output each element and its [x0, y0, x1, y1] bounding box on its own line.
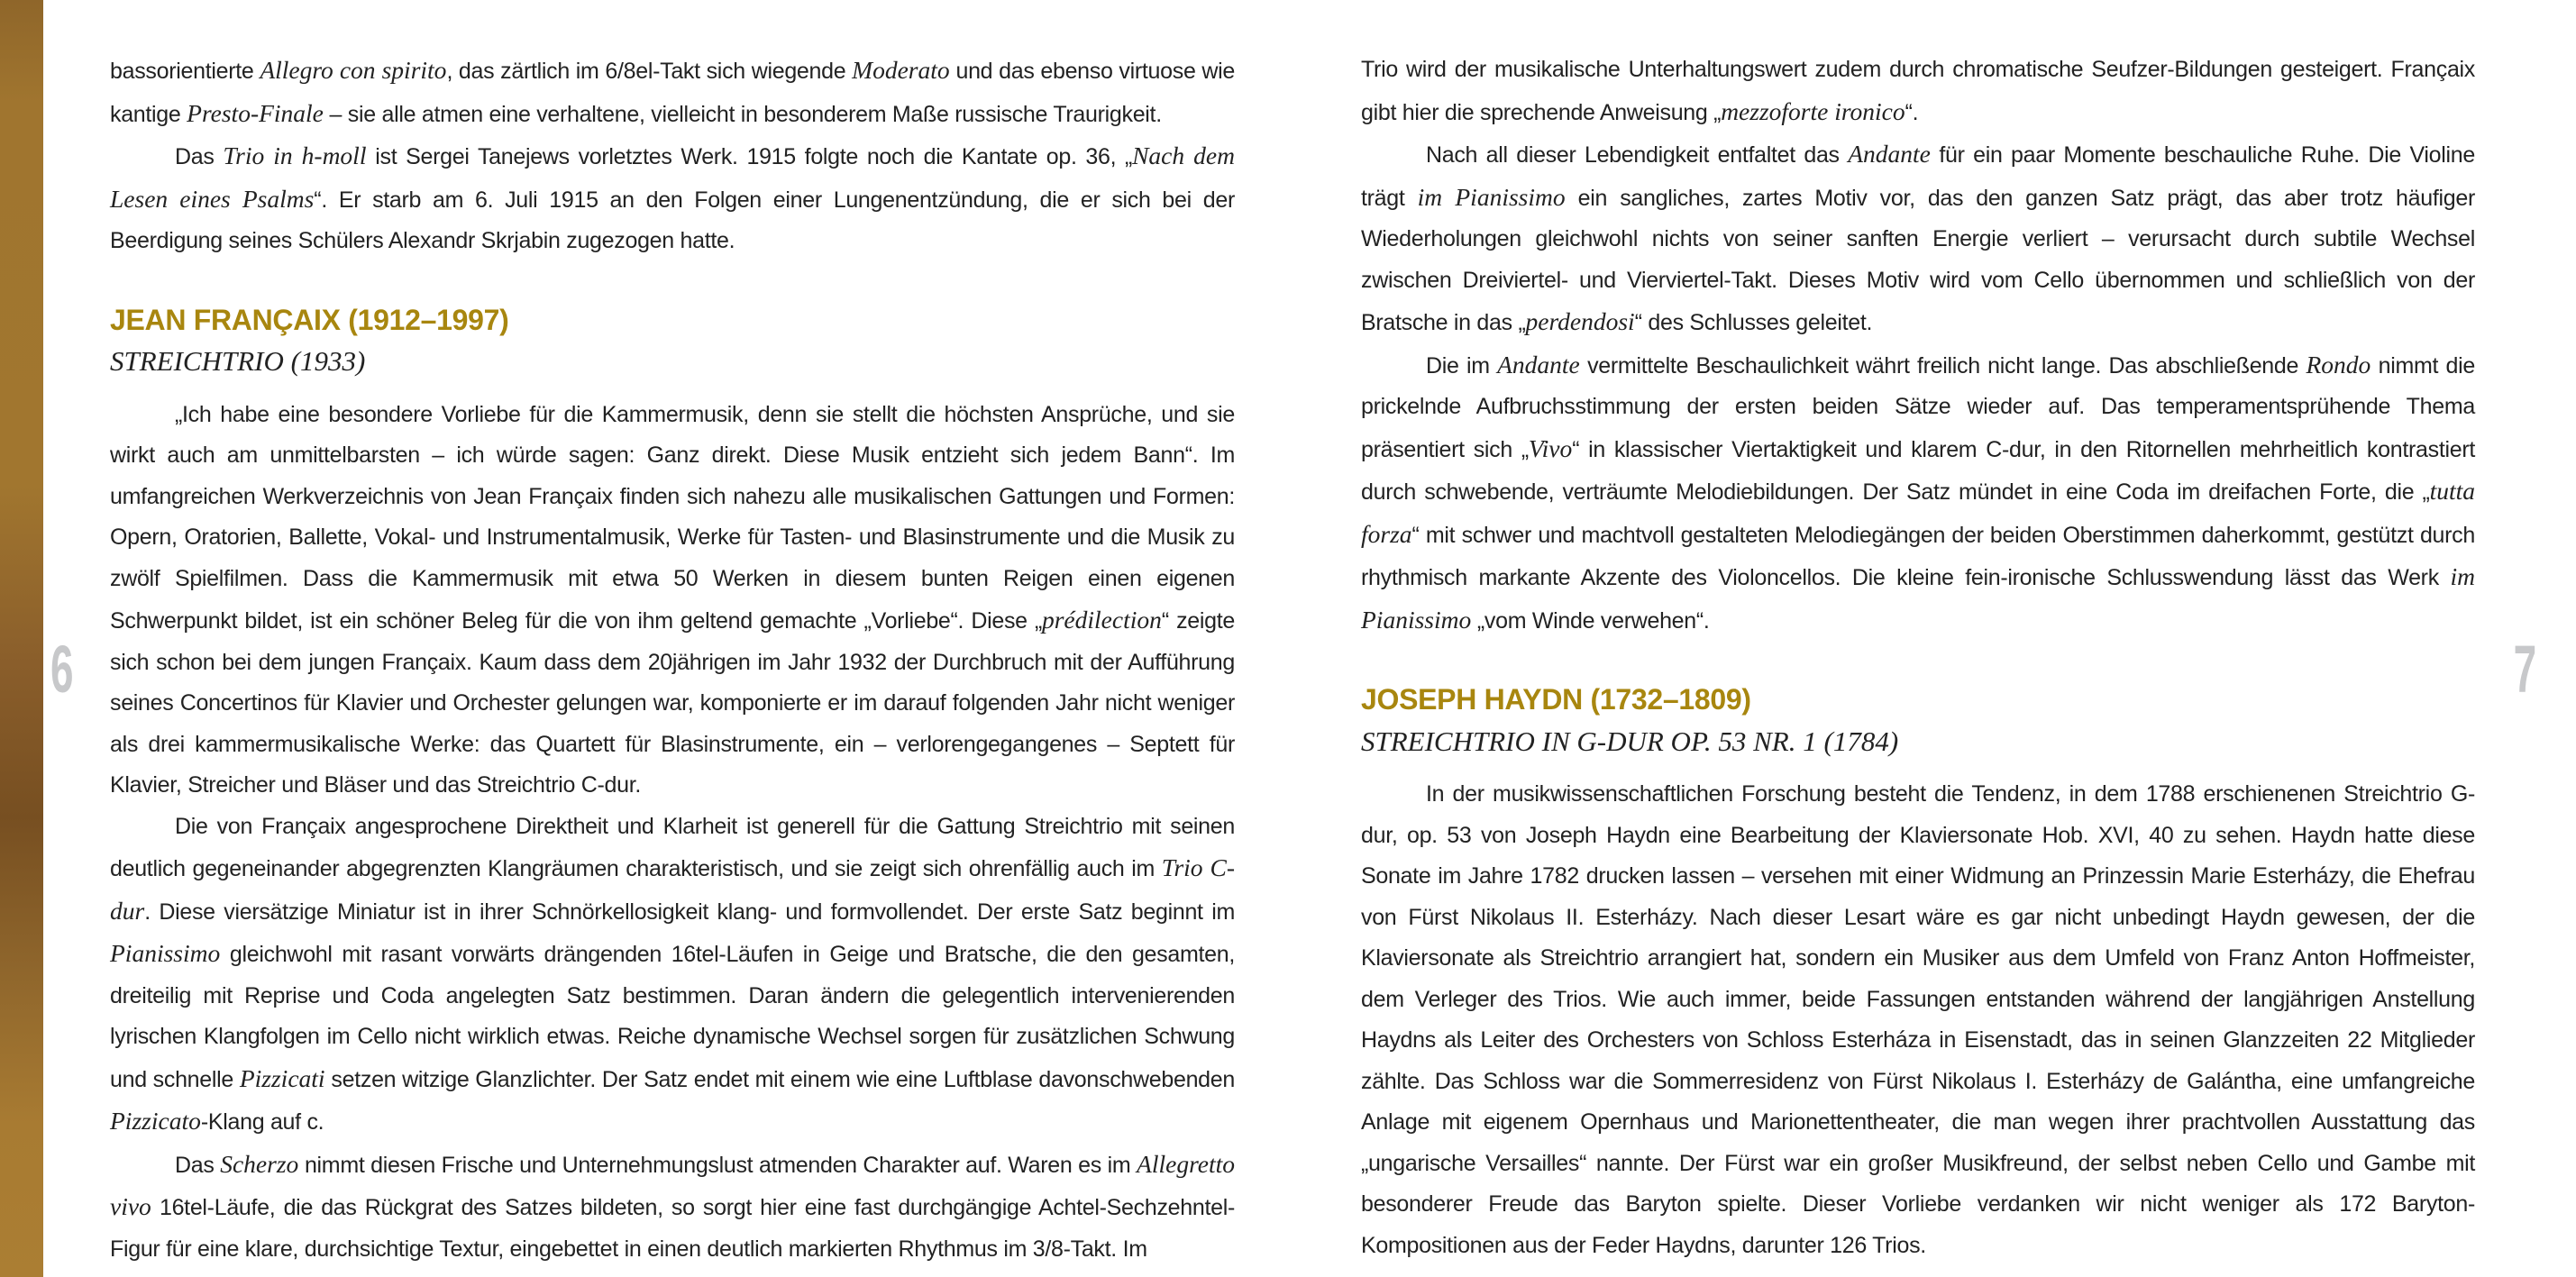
text-segment: “. Er starb am 6. Juli 1915 an den Folgen einer Lungenentzündung, die er sich bei der Beerdigung seines Schülers Alexandr Skrjabin zugezogen hatte.: [110, 187, 1235, 253]
text-segment: – sie alle atmen eine verhaltene, vielleicht in besonderem Maße russische Traurigkeit.: [323, 101, 1162, 127]
body-paragraph: [110, 135, 1235, 262]
text-segment: nimmt die prickelnde Aufbruchsstimmung der ersten beiden Sätze wieder auf. Das temperamentsprühende Thema präsentiert sich „: [1361, 352, 2475, 462]
italic-text-segment: Pizzicato: [110, 1107, 201, 1135]
italic-text-segment: Andante: [1497, 350, 1580, 379]
italic-text-segment: Presto-Finale: [187, 98, 324, 127]
italic-text-segment: Nach dem Lesen eines Psalms: [110, 141, 1235, 213]
italic-text-segment: Moderato: [852, 56, 950, 84]
body-paragraph: [1361, 344, 2475, 643]
work-subheading: STREICHTRIO IN G-DUR OP. 53 NR. 1 (1784): [1361, 725, 1899, 757]
text-segment: Das: [175, 144, 224, 169]
italic-text-segment: Allegretto vivo: [110, 1149, 1235, 1220]
text-segment: “.: [1905, 99, 1919, 125]
body-paragraph: [1361, 133, 2475, 344]
composer-heading: JEAN FRANÇAIX (1912–1997): [110, 303, 509, 336]
italic-text-segment: Trio C-dur: [110, 853, 1235, 925]
work-subheading: STREICHTRIO (1933): [110, 345, 366, 377]
italic-text-segment: im Pianissimo: [1361, 562, 2475, 634]
text-segment: “ mit schwer und machtvoll gestalteten Melodiegängen der beiden Oberstimmen daherkommt, gestützt durch rhythmisch markante Akzente des Violoncellos. Die kleine fein-ironische Schlusswendung lässt das Werk: [1361, 522, 2475, 590]
body-paragraph: [110, 1144, 1235, 1271]
body-paragraph: [110, 395, 1235, 807]
text-segment: und das ebenso virtuose wie kantige: [110, 59, 1235, 127]
body-paragraph: [110, 807, 1235, 1144]
italic-text-segment: prédilection: [1041, 606, 1162, 634]
text-segment: -Klang auf c.: [200, 1109, 324, 1135]
text-segment: Das: [175, 1152, 221, 1178]
text-segment: ein sangliches, zartes Motiv vor, das den ganzen Satz prägt, das aber trotz häufiger Wiederholungen gleichwohl nichts von seiner sanften Energie verliert – verursacht durch subtile Wechsel zwischen Dreiviertel- und Vierviertel-Takt. Dieses Motiv wird vom Cello übernommen und schließlich von der Bratsche in das „: [1361, 185, 2476, 335]
text-segment: , das zärtlich im 6/8el-Takt sich wiegende: [446, 59, 853, 84]
body-paragraph: [110, 50, 1235, 135]
italic-text-segment: Pizzicati: [239, 1063, 325, 1092]
text-segment: „Ich habe eine besondere Vorliebe für die Kammermusik, denn sie stellt die höchsten Ansprüche, und sie wirkt auch am unmittelbarsten – ich würde sagen: Ganz direkt. Diese Musik entzieht sich jedem Bann“. Im umfangreichen Werkverzeichnis von Jean Françaix finden sich nahezu alle musikalischen Gattungen und Formen: Opern, Oratorien, Ballette, Vokal- und Instrumentalmusik, Werke für Tasten- und Blasinstrumente und die Musik zu zwölf Spielfilmen. Dass die Kammermusik mit etwa 50 Werken in diesem bunten Reigen einen eigenen Schwerpunkt bildet, ist ein schöner Beleg für die von ihm geltend gemachte „Vorliebe“. Diese „: [110, 401, 1235, 634]
italic-text-segment: im Pianissimo: [1417, 182, 1566, 211]
text-segment: Die im: [1426, 352, 1498, 379]
italic-text-segment: Trio in h-moll: [223, 141, 367, 169]
page-7-text-column: [1361, 50, 2475, 1266]
italic-text-segment: Vivo: [1528, 433, 1573, 462]
text-segment: . Diese viersätzige Miniatur ist in ihrer Schnörkellosigkeit klang- und formvollendet. Der erste Satz beginnt im: [144, 898, 1235, 925]
text-segment: gleichwohl mit rasant vorwärts drängenden 16tel-Läufen in Geige und Bratsche, die den gesamten, dreiteilig mit Reprise und Coda angelegten Satz bestimmen. Daran ändern die gelegentlich intervenierenden lyrischen Klangfolgen im Cello nicht wirklich etwas. Reiche dynamische Wechsel sorgen für zusätzlichen Schwung und schnelle: [110, 942, 1235, 1092]
text-segment: Die von Françaix angesprochene Direktheit und Klarheit ist generell für die Gattung Streichtrio mit seinen deutlich gegeneinander abgegrenzten Klangräumen charakteristisch, und sie zeigt sich ohrenfällig auch im: [110, 813, 1235, 881]
italic-text-segment: perdendosi: [1525, 307, 1635, 335]
text-segment: Nach all dieser Lebendigkeit entfaltet das: [1426, 142, 1849, 168]
page-6-text-column: [110, 50, 1235, 1270]
italic-text-segment: Allegro con spirito: [260, 56, 447, 84]
text-segment: “ in klassischer Viertaktigkeit und klarem C-dur, in den Ritornellen mehrheitlich kontrastiert durch schwebende, verträumte Melodiebildungen. Der Satz mündet in eine Coda im dreifachen Forte, die „: [1361, 436, 2475, 505]
text-segment: setzen witzige Glanzlichter. Der Satz endet mit einem wie eine Luftblase davonschwebenden: [324, 1066, 1235, 1092]
page-number-right: 7: [2513, 632, 2536, 707]
italic-text-segment: Andante: [1848, 140, 1931, 168]
italic-text-segment: tutta forza: [1361, 477, 2475, 548]
italic-text-segment: mezzoforte ironico: [1721, 96, 1905, 125]
body-paragraph: [1361, 774, 2475, 1266]
italic-text-segment: Pianissimo: [110, 939, 221, 967]
italic-text-segment: Scherzo: [220, 1149, 299, 1178]
spine-gradient-strip: [0, 0, 43, 1277]
text-segment: ist Sergei Tanejews vorletztes Werk. 1915 folgte noch die Kantate op. 36, „: [366, 144, 1133, 169]
text-segment: vermittelte Beschaulichkeit währt freilich nicht lange. Das abschließende: [1579, 352, 2307, 379]
text-segment: bassorientierte: [110, 59, 260, 84]
text-segment: nimmt diesen Frische und Unternehmungslust atmenden Charakter auf. Waren es im: [298, 1152, 1137, 1178]
text-segment: „vom Winde verwehen“.: [1471, 607, 1710, 634]
composer-heading: JOSEPH HAYDN (1732–1809): [1361, 683, 1751, 716]
text-segment: “ des Schlusses geleitet.: [1634, 310, 1873, 335]
page-number-left: 6: [50, 632, 74, 707]
text-segment: 16tel-Läufe, die das Rückgrat des Satzes bildeten, so sorgt hier eine fast durchgängige Achtel-Sechzehntel-Figur für eine klare, durchsichtige Textur, eingebettet in einen deutlich markierten Rhythmus im 3/8-Takt. Im: [110, 1195, 1235, 1262]
text-segment: “ zeigte sich schon bei dem jungen Françaix. Kaum dass dem 20jährigen im Jahr 1932 der Durchbruch mit der Aufführung seines Concertinos für Klavier und Orchester gelungen war, komponierte er im darauf folgenden Jahr nicht weniger als drei kammermusikalische Werke: das Quartett für Blasinstrumente, ein – verlorengegangenes – Septett für Klavier, Streicher und Bläser und das Streichtrio C-dur.: [110, 608, 1235, 798]
italic-text-segment: Rondo: [2306, 350, 2371, 379]
body-paragraph: [1361, 50, 2475, 133]
text-segment: In der musikwissenschaftlichen Forschung besteht die Tendenz, in dem 1788 erschienenen Streichtrio G-dur, op. 53 von Joseph Haydn eine Bearbeitung der Klaviersonate Hob. XVI, 40 zu sehen. Haydn hatte diese Sonate im Jahre 1782 drucken lassen – versehen mit einer Widmung an Prinzessin Marie Esterházy, die Ehefrau von Fürst Nikolaus II. Esterházy. Nach dieser Lesart wäre es gar nicht unbedingt Haydn gewesen, der die Klaviersonate als Streichtrio arrangiert hat, sondern ein Musiker aus dem Umfeld von Franz Anton Hoffmeister, dem Verleger des Trios. Wie auch immer, beide Fassungen entstanden während der langjährigen Anstellung Haydns als Leiter des Orchesters von Schloss Esterháza in Eisenstadt, das in seinen Glanzzeiten 22 Mitglieder zählte. Das Schloss war die Sommerresidenz von Fürst Nikolaus I. Esterházy de Galántha, eine umfangreiche Anlage mit eigenem Opernhaus und Marionettentheater, die man wegen ihrer prachtvollen Ausstattung das „ungarische Versailles“ nannte. Der Fürst war ein großer Musikfreund, der selbst neben Cello und Gambe mit besonderer Freude das Baryton spielte. Dieser Vorliebe verdanken wir nicht weniger als 172 Baryton-Kompositionen aus der Feder Haydns, darunter 126 Trios.: [1361, 781, 2475, 1258]
text-segment: für ein paar Momente beschauliche Ruhe. Die Violine trägt: [1361, 142, 2475, 211]
text-segment: Trio wird der musikalische Unterhaltungswert zudem durch chromatische Seufzer-Bildungen gesteigert. Françaix gibt hier die sprechende Anweisung „: [1361, 57, 2475, 125]
